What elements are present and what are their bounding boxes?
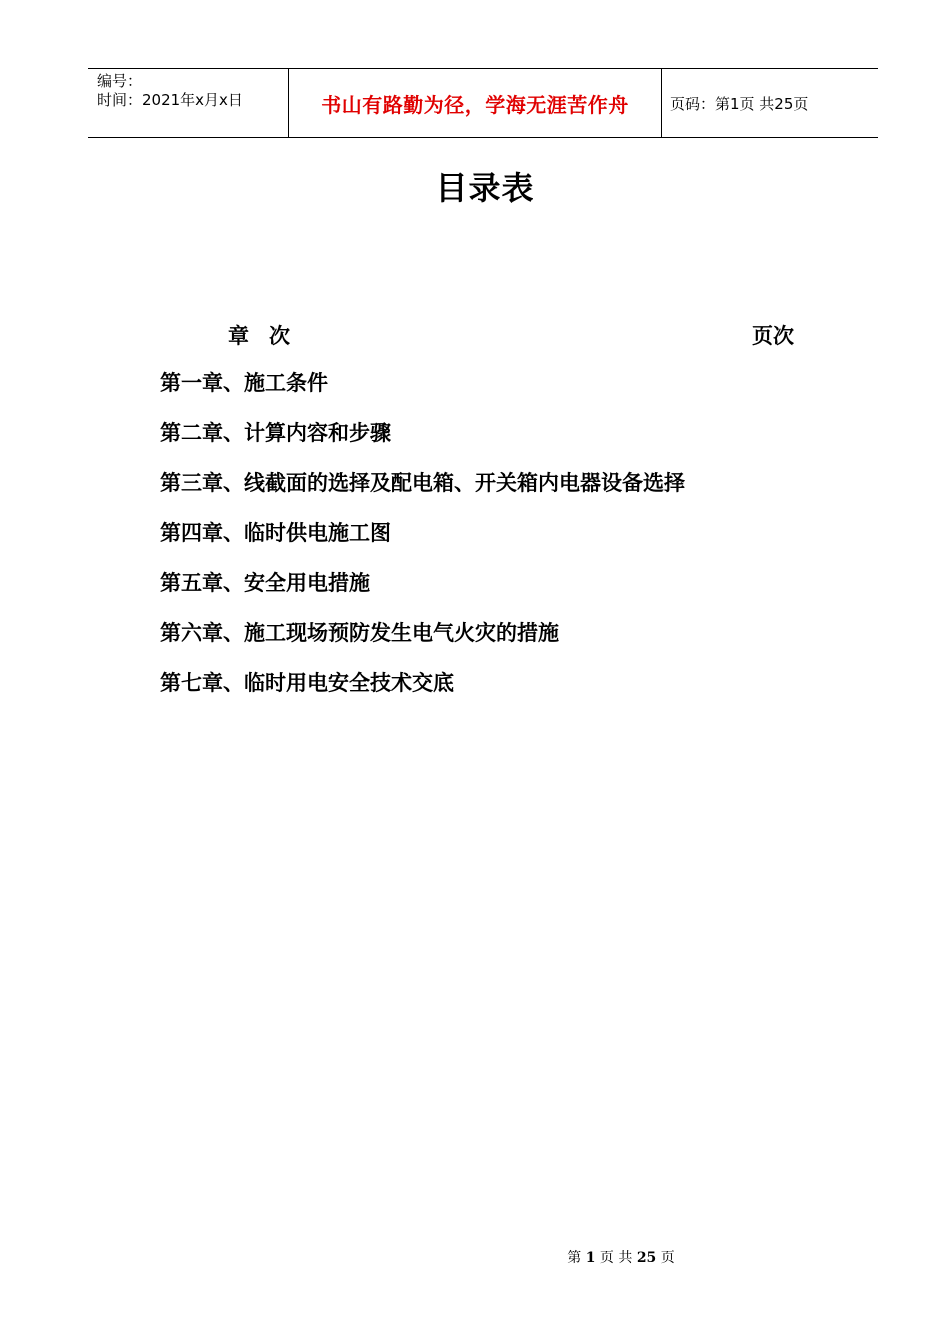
toc-item-chapter-3[interactable]: 第三章、线截面的选择及配电箱、开关箱内电器设备选择 [160,471,685,495]
toc-chapter-heading-part1: 章 [228,324,249,348]
page-title: 目录表 [435,169,535,207]
footer-page-prefix: 第 [567,1250,582,1266]
toc-item-chapter-6[interactable]: 第六章、施工现场预防发生电气火灾的措施 [160,621,559,645]
page-header [88,68,878,138]
footer-current-page: 1 [585,1250,596,1266]
toc-item-chapter-1[interactable]: 第一章、施工条件 [160,371,328,395]
header-page-info: 页码：第1页 共25页 [670,94,809,113]
header-motto: 书山有路勤为径，学海无涯苦作舟 [321,92,629,117]
toc-item-chapter-4[interactable]: 第四章、临时供电施工图 [160,521,391,545]
toc-item-chapter-5[interactable]: 第五章、安全用电措施 [160,571,370,595]
toc-page-heading: 页次 [752,324,794,348]
header-motto-cell [289,69,662,137]
toc-chapter-heading [228,320,290,350]
toc-item-chapter-7[interactable]: 第七章、临时用电安全技术交底 [160,671,454,695]
footer-page-mid: 页 共 [599,1250,633,1266]
footer-total-pages: 25 [636,1250,657,1266]
page-footer [0,1247,950,1267]
document-time-label: 时间：2021年x月x日 [97,91,243,109]
header-page-cell [662,69,878,137]
toc-item-chapter-2[interactable]: 第二章、计算内容和步骤 [160,421,391,445]
document-number-label: 编号： [97,72,143,90]
footer-page-suffix: 页 [660,1250,675,1266]
header-meta-cell [88,69,289,137]
toc-list [160,369,685,719]
toc-chapter-heading-part2: 次 [269,324,290,348]
